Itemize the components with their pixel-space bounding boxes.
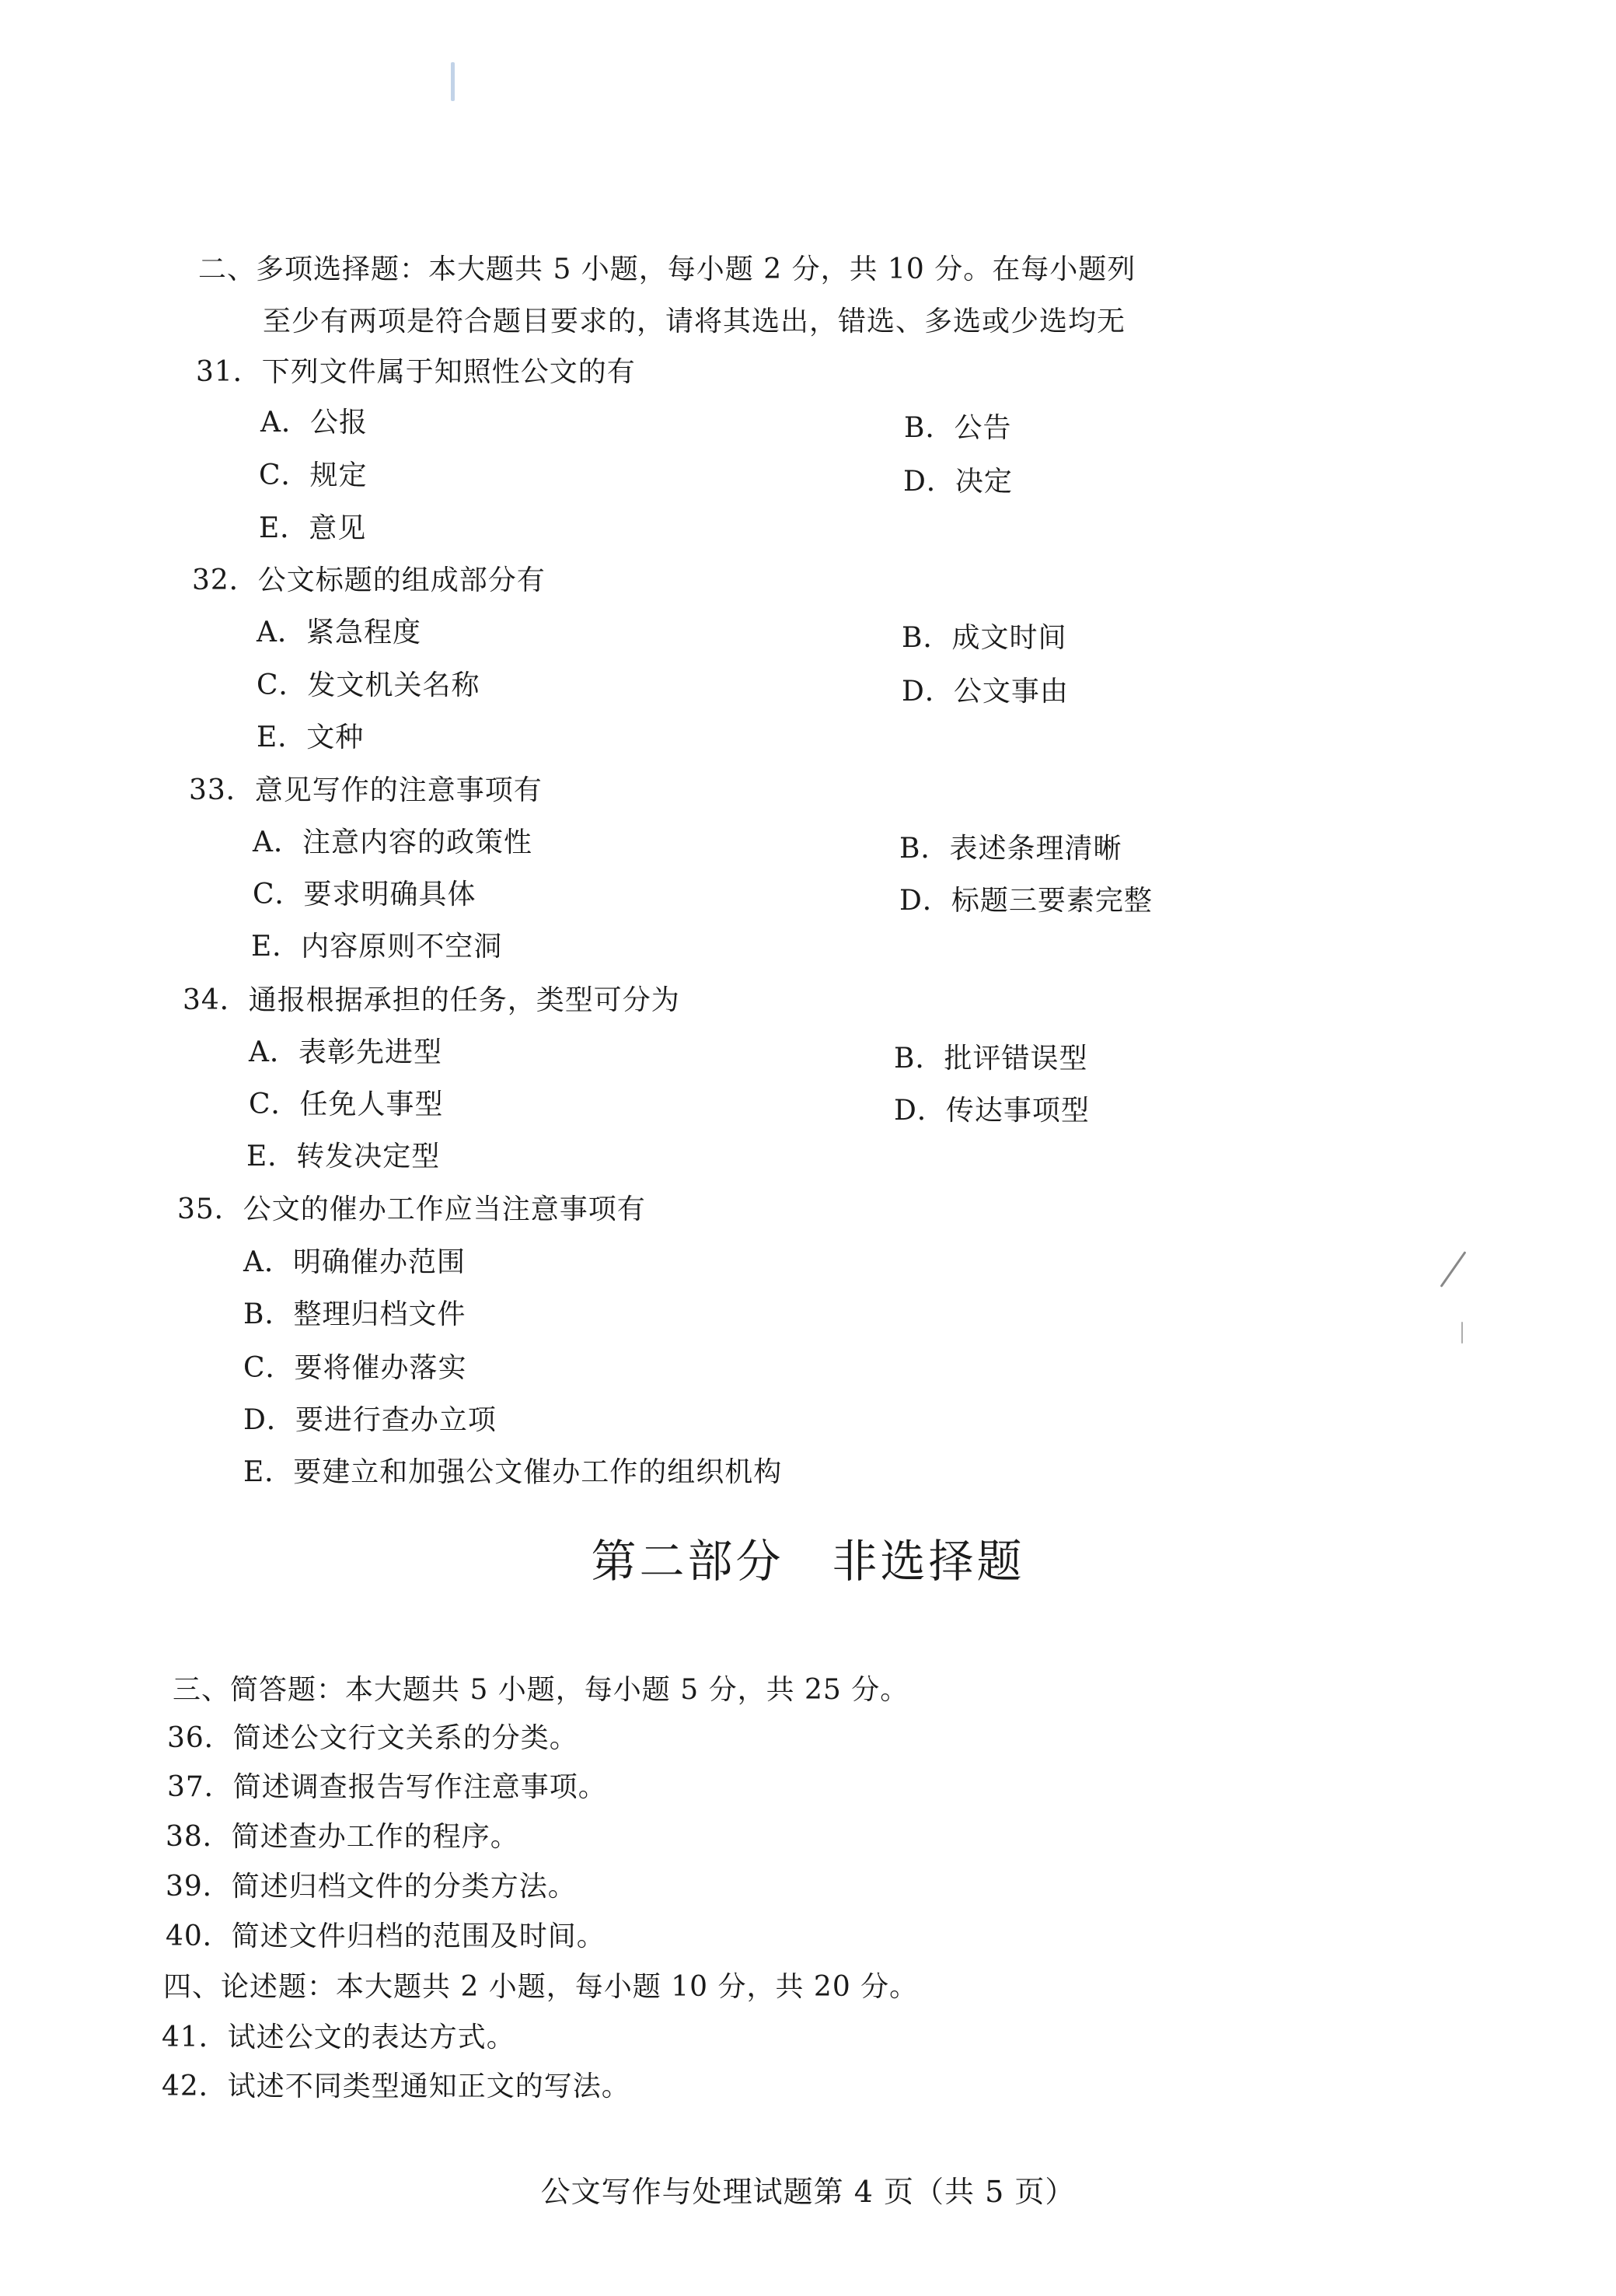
q35-option-a: A．明确催办范围 [243,1246,466,1278]
q31-option-d: D．决定 [903,466,1013,498]
q31-option-b: B．公告 [904,412,1012,444]
q34-option-d: D．传达事项型 [894,1095,1090,1127]
question-38: 38．简述查办工作的程序。 [166,1821,519,1853]
q33-option-a: A．注意内容的政策性 [253,826,532,858]
q33-option-c: C．要求明确具体 [253,879,476,910]
question-40: 40．简述文件归档的范围及时间。 [166,1920,606,1952]
question-35-stem: 35．公文的催办工作应当注意事项有 [177,1193,646,1225]
section2-header-line1: 二、多项选择题：本大题共 5 小题，每小题 2 分，共 10 分。在每小题列 [198,253,1136,285]
part-two-title: 第二部分 非选择题 [591,1535,1025,1588]
q33-option-e: E．内容原则不空洞 [251,931,503,963]
question-36: 36．简述公文行文关系的分类。 [167,1722,578,1754]
edge-scan-mark [1461,1322,1463,1344]
q34-option-e: E．转发决定型 [246,1141,441,1172]
q32-option-d: D．公文事由 [902,676,1069,708]
q35-option-c: C．要将催办落实 [243,1352,467,1384]
q35-option-d: D．要进行查办立项 [243,1404,497,1436]
q34-option-c: C．任免人事型 [249,1089,444,1120]
q31-option-a: A．公报 [260,407,368,439]
q34-option-a: A．表彰先进型 [249,1036,442,1068]
question-34-stem: 34．通报根据承担的任务，类型可分为 [183,984,680,1016]
section4-header: 四、论述题：本大题共 2 小题，每小题 10 分，共 20 分。 [163,1971,919,2003]
question-39: 39．简述归档文件的分类方法。 [166,1871,577,1903]
q35-option-e: E．要建立和加强公文催办工作的组织机构 [243,1456,783,1488]
question-42: 42．试述不同类型通知正文的写法。 [162,2071,630,2102]
blue-scan-mark [451,62,455,101]
question-31-stem: 31．下列文件属于知照性公文的有 [196,356,636,388]
question-32-stem: 32．公文标题的组成部分有 [192,564,546,596]
q32-option-b: B．成文时间 [902,622,1067,654]
q31-option-c: C．规定 [259,460,368,491]
page-footer: 公文写作与处理试题第 4 页（共 5 页） [540,2175,1076,2209]
question-37: 37．简述调查报告写作注意事项。 [167,1771,607,1803]
section2-header-line2: 至少有两项是符合题目要求的，请将其选出，错选、多选或少选均无 [263,306,1126,337]
section3-header: 三、简答题：本大题共 5 小题，每小题 5 分，共 25 分。 [173,1674,909,1706]
q32-option-a: A．紧急程度 [257,617,421,648]
question-41: 41．试述公文的表达方式。 [162,2022,515,2053]
q32-option-e: E．文种 [257,722,365,753]
q33-option-b: B．表述条理清晰 [899,833,1122,865]
q35-option-b: B．整理归档文件 [243,1298,466,1330]
q34-option-b: B．批评错误型 [894,1043,1088,1075]
q33-option-d: D．标题三要素完整 [899,885,1153,917]
q32-option-c: C．发文机关名称 [257,669,480,701]
q31-option-e: E．意见 [259,512,367,544]
edge-scan-mark [1440,1251,1466,1288]
question-33-stem: 33．意见写作的注意事项有 [189,774,543,806]
